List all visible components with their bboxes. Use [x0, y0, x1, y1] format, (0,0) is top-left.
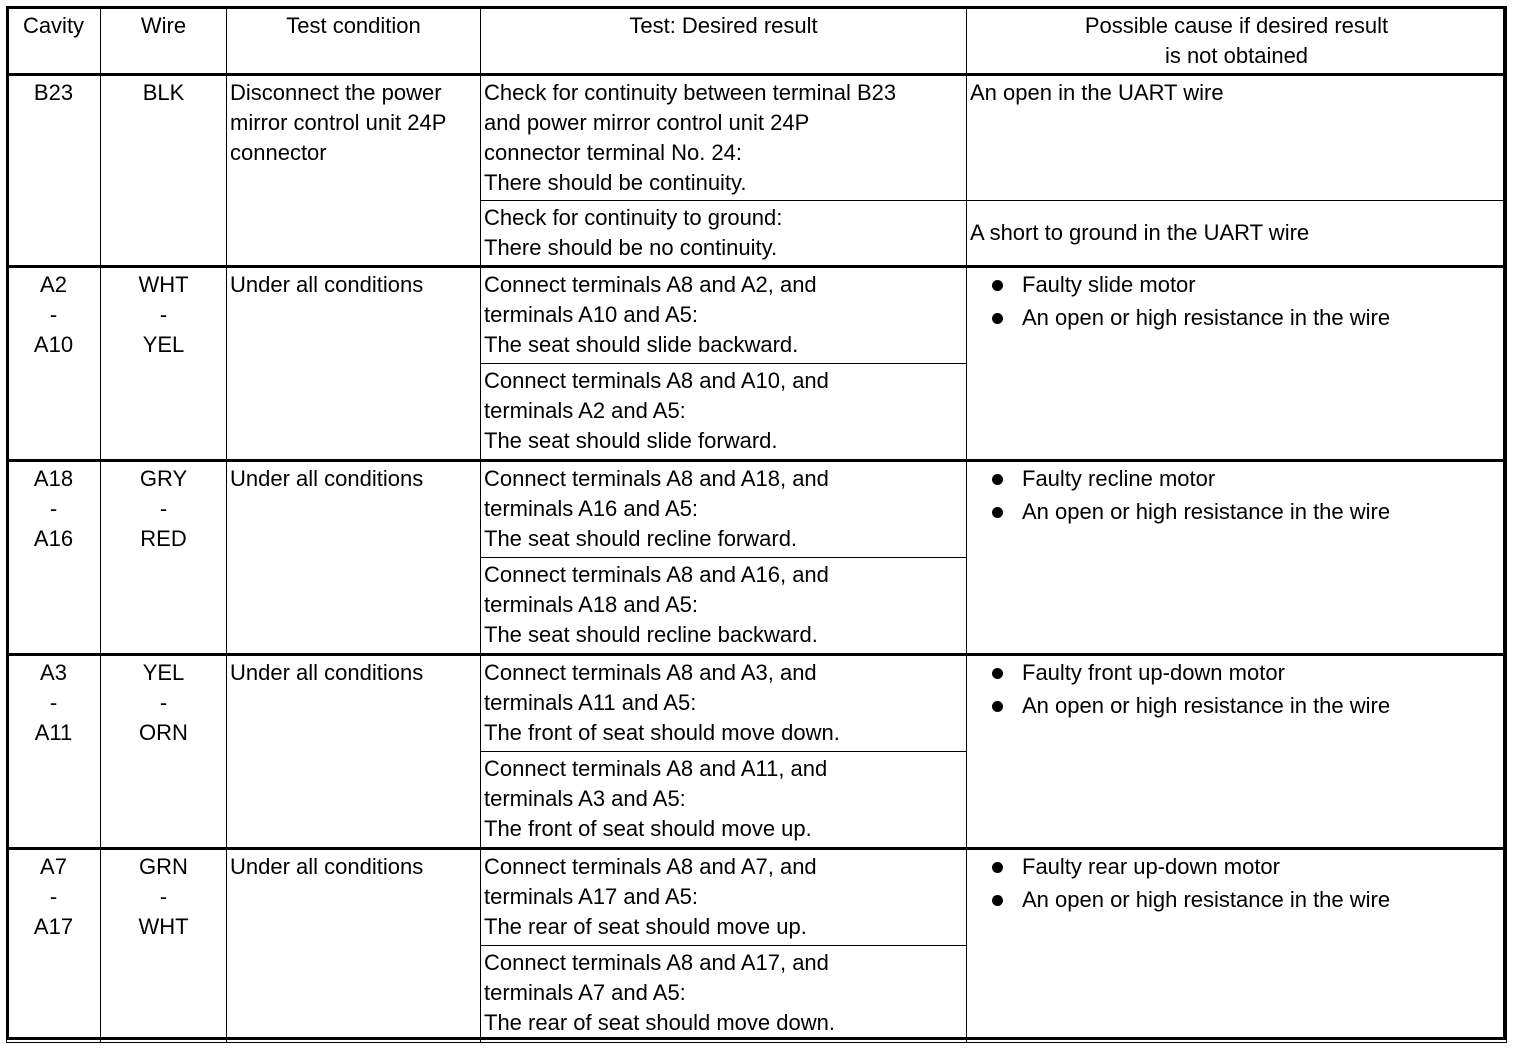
cause-item — [988, 885, 1503, 915]
result-cell — [481, 655, 967, 752]
cavity-value: - — [49, 302, 58, 327]
wire-value: BLK — [142, 80, 185, 105]
wire-cell — [101, 849, 227, 1043]
cause-item — [988, 691, 1503, 721]
wire-value: YEL — [142, 660, 185, 685]
condition-text: Disconnect the power — [230, 80, 442, 105]
cavity-value: A11 — [34, 720, 73, 745]
result-cell — [481, 558, 967, 655]
result-text: terminals A11 and A5: — [484, 690, 697, 715]
cause-text: Faulty rear up-down motor — [1022, 854, 1280, 879]
result-text: terminals A2 and A5: — [484, 398, 686, 423]
wire-value: GRY — [139, 466, 188, 491]
header-result: Test: Desired result — [481, 7, 967, 75]
condition-cell — [227, 849, 481, 1043]
result-text: There should be continuity. — [484, 170, 747, 195]
result-cell — [481, 267, 967, 364]
cavity-value: A2 — [40, 272, 67, 297]
cavity-cell — [7, 461, 101, 655]
condition-cell — [227, 655, 481, 849]
bullet-icon — [992, 862, 1003, 873]
bullet-icon — [992, 313, 1003, 324]
condition-cell — [227, 75, 481, 267]
cause-text: An open or high resistance in the wire — [1022, 305, 1391, 330]
header-cause — [967, 7, 1507, 75]
result-text: terminals A18 and A5: — [484, 592, 699, 617]
result-text: Check for continuity to ground: — [484, 205, 783, 230]
cause-list — [970, 852, 1503, 915]
header-wire: Wire — [101, 7, 227, 75]
wire-value: - — [159, 496, 168, 521]
cause-text: A short to ground in the UART wire — [970, 220, 1310, 245]
cause-cell — [967, 75, 1507, 201]
result-text: The rear of seat should move down. — [484, 1010, 835, 1035]
wire-value: ORN — [139, 720, 188, 745]
condition-text: connector — [230, 140, 327, 165]
cause-item — [988, 464, 1503, 494]
cavity-value: - — [49, 496, 58, 521]
result-text: terminals A10 and A5: — [484, 302, 699, 327]
header-cause-line1: Possible cause if desired result — [1084, 13, 1389, 38]
result-text: Connect terminals A8 and A16, and — [484, 562, 829, 587]
result-text: terminals A16 and A5: — [484, 496, 699, 521]
table-body — [7, 75, 1507, 1043]
bullet-icon — [992, 701, 1003, 712]
cavity-value: A10 — [33, 332, 74, 357]
header-condition: Test condition — [227, 7, 481, 75]
wire-value: - — [159, 884, 168, 909]
cause-text: Faulty slide motor — [1022, 272, 1196, 297]
condition-cell — [227, 461, 481, 655]
cause-item — [988, 658, 1503, 688]
wire-cell — [101, 655, 227, 849]
result-text: Connect terminals A8 and A11, and — [484, 756, 828, 781]
wire-value: - — [159, 690, 168, 715]
cause-text: An open or high resistance in the wire — [1022, 499, 1391, 524]
result-text: terminals A7 and A5: — [484, 980, 686, 1005]
cause-cell — [967, 849, 1507, 1043]
cavity-value: A18 — [33, 466, 74, 491]
result-cell — [481, 75, 967, 201]
result-cell — [481, 849, 967, 946]
bullet-icon — [992, 280, 1003, 291]
cavity-value: A7 — [40, 854, 67, 879]
cavity-cell — [7, 267, 101, 461]
result-text: The front of seat should move down. — [484, 720, 840, 745]
cavity-value: - — [49, 690, 58, 715]
cause-item — [988, 303, 1503, 333]
result-text: The seat should slide backward. — [484, 332, 799, 357]
cause-item — [988, 270, 1503, 300]
header-row — [7, 7, 1507, 75]
result-text: Connect terminals A8 and A10, and — [484, 368, 829, 393]
result-text: The front of seat should move up. — [484, 816, 812, 841]
header-cause-line2: is not obtained — [1164, 43, 1309, 68]
table-row — [7, 461, 1507, 558]
table-row — [7, 655, 1507, 752]
wire-value: GRN — [139, 854, 188, 879]
bullet-icon — [992, 895, 1003, 906]
result-cell — [481, 946, 967, 1043]
cause-item — [988, 497, 1503, 527]
condition-text: Under all conditions — [230, 660, 424, 685]
result-text: Connect terminals A8 and A7, and — [484, 854, 817, 879]
cause-cell — [967, 655, 1507, 849]
result-text: terminals A3 and A5: — [484, 786, 686, 811]
result-text: The rear of seat should move up. — [484, 914, 807, 939]
wire-cell — [101, 267, 227, 461]
cavity-value: A17 — [33, 914, 74, 939]
condition-text: Under all conditions — [230, 854, 424, 879]
cause-list — [970, 270, 1503, 333]
cause-text: Faulty recline motor — [1022, 466, 1216, 491]
wire-cell — [101, 75, 227, 267]
cavity-cell — [7, 849, 101, 1043]
condition-text: Under all conditions — [230, 272, 424, 297]
result-text: There should be no continuity. — [484, 235, 778, 260]
cavity-value: B23 — [33, 80, 74, 105]
result-text: terminals A17 and A5: — [484, 884, 699, 909]
wire-value: WHT — [138, 914, 189, 939]
result-text: Connect terminals A8 and A18, and — [484, 466, 829, 491]
wire-value: YEL — [142, 332, 185, 357]
condition-cell — [227, 267, 481, 461]
cavity-value: A3 — [40, 660, 67, 685]
cause-cell — [967, 267, 1507, 461]
test-table — [6, 6, 1507, 1043]
bullet-icon — [992, 474, 1003, 485]
cause-text: Faulty front up-down motor — [1022, 660, 1285, 685]
result-cell — [481, 364, 967, 461]
cause-text: An open in the UART wire — [970, 80, 1224, 105]
cause-text: An open or high resistance in the wire — [1022, 693, 1391, 718]
result-text: The seat should slide forward. — [484, 428, 778, 453]
cause-cell — [967, 461, 1507, 655]
wire-value: - — [159, 302, 168, 327]
result-text: and power mirror control unit 24P — [484, 110, 810, 135]
cause-text: An open or high resistance in the wire — [1022, 887, 1391, 912]
header-cavity: Cavity — [7, 7, 101, 75]
cavity-value: - — [49, 884, 58, 909]
result-text: Connect terminals A8 and A2, and — [484, 272, 817, 297]
bullet-icon — [992, 507, 1003, 518]
cause-item — [988, 852, 1503, 882]
table-row — [7, 849, 1507, 946]
wire-value: WHT — [138, 272, 189, 297]
condition-text: mirror control unit 24P — [230, 110, 447, 135]
result-text: Connect terminals A8 and A17, and — [484, 950, 829, 975]
result-text: connector terminal No. 24: — [484, 140, 743, 165]
result-cell — [481, 752, 967, 849]
condition-text: Under all conditions — [230, 466, 424, 491]
wire-value: RED — [140, 526, 187, 551]
result-cell — [481, 201, 967, 267]
table-row — [7, 75, 1507, 201]
result-text: Check for continuity between terminal B23 — [484, 80, 897, 105]
cavity-cell — [7, 75, 101, 267]
wire-cell — [101, 461, 227, 655]
table-row — [7, 267, 1507, 364]
cause-cell — [967, 201, 1507, 267]
bullet-icon — [992, 668, 1003, 679]
result-cell — [481, 461, 967, 558]
result-text: Connect terminals A8 and A3, and — [484, 660, 817, 685]
cause-list — [970, 658, 1503, 721]
cavity-cell — [7, 655, 101, 849]
result-text: The seat should recline forward. — [484, 526, 798, 551]
result-text: The seat should recline backward. — [484, 622, 818, 647]
cause-list — [970, 464, 1503, 527]
cavity-value: A16 — [33, 526, 74, 551]
